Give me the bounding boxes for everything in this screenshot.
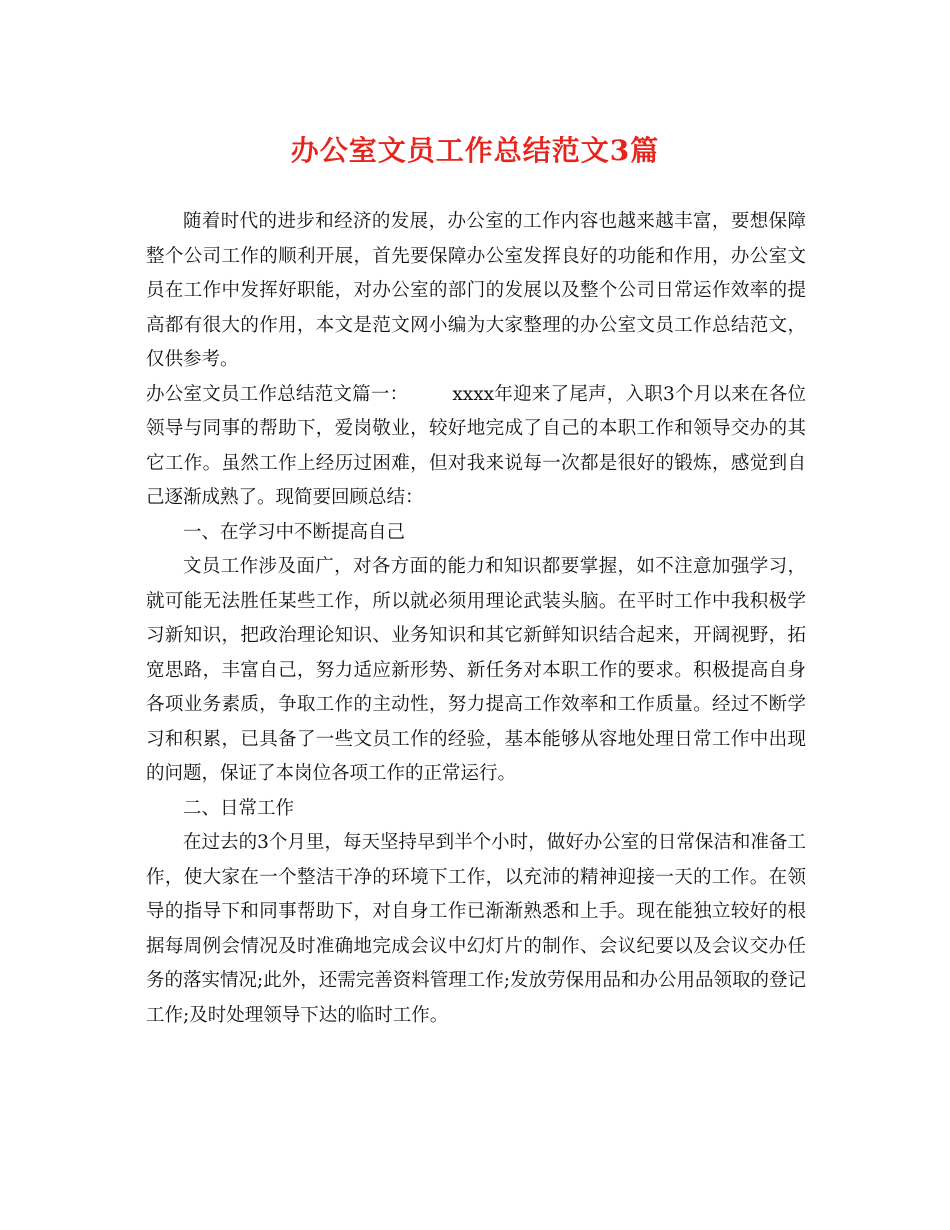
section1-heading: 一、在学习中不断提高自己 <box>183 521 406 543</box>
document-title: 办公室文员工作总结范文3篇 <box>290 134 660 167</box>
document-body <box>146 205 806 1033</box>
article1-label: 办公室文员工作总结范文篇一： <box>146 383 409 405</box>
article1-opening: xxxx年迎来了尾声，入职3个月以来在各位领导与同事的帮助下，爱岗敬业，较好地完成了自己的本职工作和领导交办的其它工作。虽然工作上经历过困难，但对我来说每一次都是很好的锻炼，感觉到自己逐渐成熟了。现简要回顾总结： <box>146 383 806 508</box>
section1-body: 文员工作涉及面广，对各方面的能力和知识都要掌握，如不注意加强学习，就可能无法胜任某些工作，所以就必须用理论武装头脑。在平时工作中我积极学习新知识，把政治理论知识、业务知识和其它新鲜知识结合起来，开阔视野，拓宽思路，丰富自己，努力适应新形势、新任务对本职工作的要求。积极提高自身各项业务素质，争取工作的主动性，努力提高工作效率和工作质量。经过不断学习和积累，已具备了一些文员工作的经验，基本能够从容地处理日常工作中出现的问题，保证了本岗位各项工作的正常运行。 <box>146 556 806 784</box>
article1-paragraph <box>146 378 806 516</box>
section2-body: 在过去的3个月里，每天坚持早到半个小时，做好办公室的日常保洁和准备工作，使大家在一个整洁干净的环境下工作，以充沛的精神迎接一天的工作。在领导的指导下和同事帮助下，对自身工作已渐渐熟悉和上手。现在能独立较好的根据每周例会情况及时准确地完成会议中幻灯片的制作、会议纪要以及会议交办任务的落实情况;此外，还需完善资料管理工作;发放劳保用品和办公用品领取的登记工作;及时处理领导下达的临时工作。 <box>146 832 806 1026</box>
intro-paragraph: 随着时代的进步和经济的发展，办公室的工作内容也越来越丰富，要想保障整个公司工作的顺利开展，首先要保障办公室发挥良好的功能和作用，办公室文员在工作中发挥好职能，对办公室的部门的发展以及整个公司日常运作效率的提高都有很大的作用，本文是范文网小编为大家整理的办公室文员工作总结范文，仅供参考。 <box>146 211 806 370</box>
section2-heading: 二、日常工作 <box>183 797 295 819</box>
